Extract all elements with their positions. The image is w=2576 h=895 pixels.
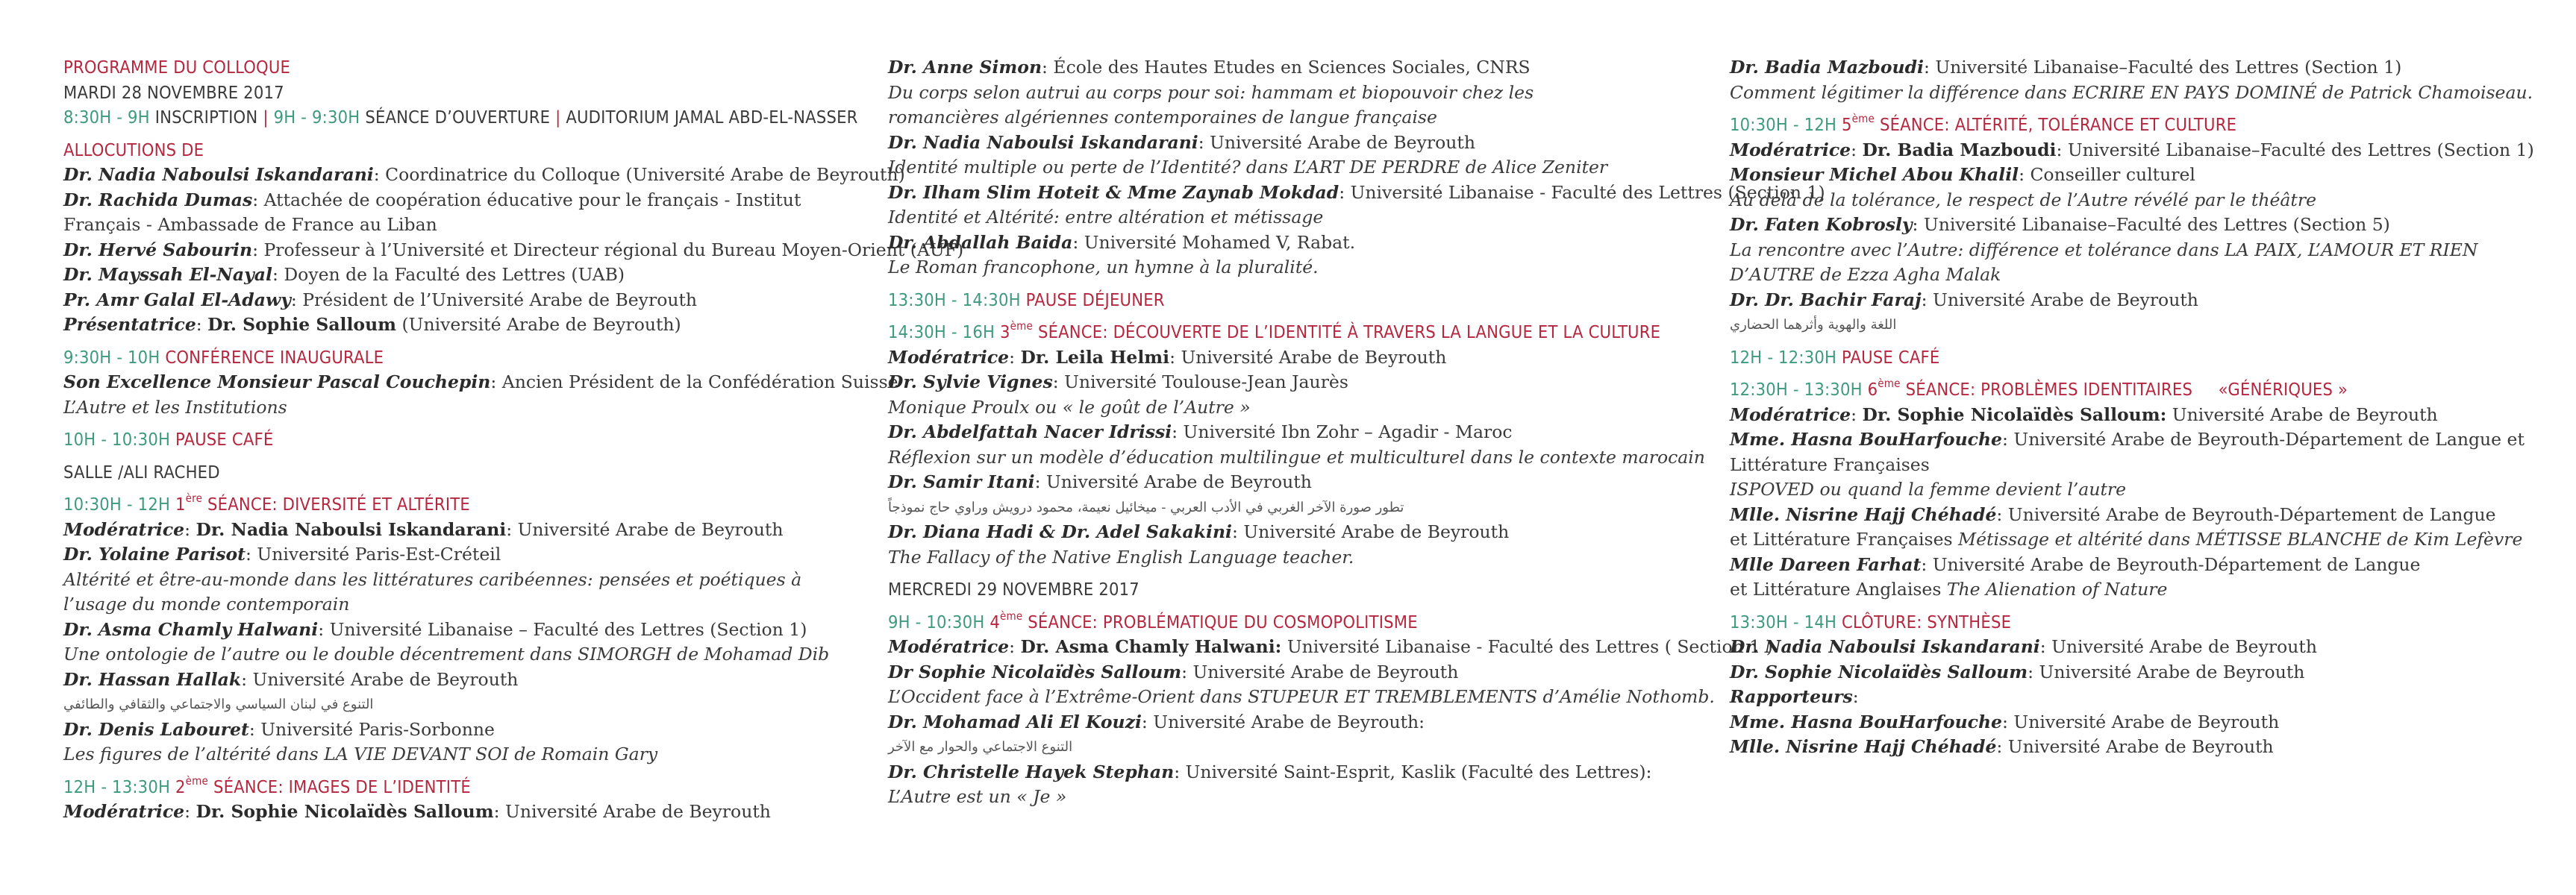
allocutions-title: ALLOCUTIONS DE <box>63 139 204 160</box>
opening-label: SÉANCE D’OUVERTURE <box>365 107 551 128</box>
moderator-line: Modératrice: Dr. Leila Helmi: Université Arabe de Beyrouth <box>888 346 1447 368</box>
speaker-line: Dr. Diana Hadi & Dr. Adel Sakakini: Université Arabe de Beyrouth <box>888 521 1510 542</box>
speaker-line: Dr. Samir Itani: Université Arabe de Beyrouth <box>888 471 1312 492</box>
talk-title: Le Roman francophone, un hymne à la pluralité. <box>888 257 1319 277</box>
session-5-heading: 10:30H - 12H 5ème SÉANCE: ALTÉRITÉ, TOLÉRANCE ET CULTURE <box>1730 112 2237 135</box>
talk-title: Altérité et être-au-monde dans les littératures caribéennes: pensées et poétiques à l’usage du monde contemporain <box>63 568 802 615</box>
speaker-name: Dr. Hervé Sabourin <box>63 239 253 260</box>
speaker-line: Dr. Yolaine Parisot: Université Paris-Est-Créteil <box>63 544 501 565</box>
opening-venue: AUDITORIUM JAMAL ABD-EL-NASSER <box>566 107 858 128</box>
speaker-desc: : Doyen de la Faculté des Lettres (UAB) <box>272 264 625 285</box>
pause-cafe-1: 10H - 10:30H PAUSE CAFÉ <box>63 429 274 450</box>
session-1-heading: 10:30H - 12H 1ère SÉANCE: DIVERSITÉ ET ALTÉRITE <box>63 492 470 515</box>
pause-dejeuner: 13:30H - 14:30H PAUSE DÉJEUNER <box>888 289 1165 310</box>
allocution-item <box>63 188 832 238</box>
allocution-item <box>63 163 905 188</box>
presentatrice-line: Présentatrice: Dr. Sophie Salloum (Université Arabe de Beyrouth) <box>63 314 681 335</box>
talk-title: Réflexion sur un modèle d’éducation multilingue et multiculturel dans le contexte marocain <box>888 446 1705 468</box>
talk-title: Identité multiple ou perte de l’Identité? dans L’ART DE PERDRE de Alice Zeniter <box>888 157 1608 178</box>
speaker-line: Dr. Abdallah Baida: Université Mohamed V, Rabat. <box>888 231 1356 253</box>
speaker-line: Dr. Ilham Slim Hoteit & Mme Zaynab Mokdad: Université Libanaise - Faculté des Lettres (Section 1) <box>888 181 1825 203</box>
allocution-item <box>63 263 854 288</box>
speaker-line-cont: et Littérature Anglaises The Alienation of Nature <box>1730 579 2168 600</box>
speaker-name: Pr. Amr Galal El-Adawy <box>63 289 291 310</box>
speaker-line: Dr. Denis Labouret: Université Paris-Sorbonne <box>63 718 495 740</box>
conference-talk: L’Autre et les Institutions <box>63 396 287 418</box>
speaker-desc: : Coordinatrice du Colloque (Université Arabe de Beyrouth) <box>373 164 905 185</box>
speaker-line: Dr. Christelle Hayek Stephan: Université Saint-Esprit, Kaslik (Faculté des Lettres): <box>888 761 1652 782</box>
speaker-line: Dr. Abdelfattah Nacer Idrissi: Université Ibn Zohr – Agadir - Maroc <box>888 421 1513 442</box>
talk-title-arabic: اللغة والهوية وأثرهما الحضاري <box>1730 317 1897 333</box>
date-day-1: MARDI 28 NOVEMBRE 2017 <box>63 81 284 103</box>
speaker-line: Dr. Hassan Hallak: Université Arabe de Beyrouth <box>63 668 519 690</box>
speaker-name: Dr. Rachida Dumas <box>63 189 253 210</box>
speaker-line: Dr. Dr. Bachir Faraj: Université Arabe de Beyrouth <box>1730 289 2198 310</box>
allocution-item <box>63 238 964 263</box>
talk-title-arabic: التنوع الاجتماعي والحوار مع الآخر <box>888 739 1073 755</box>
closing-heading: 13:30H - 14H CLÔTURE: SYNTHÈSE <box>1730 611 2012 632</box>
speaker-line: Dr. Sophie Nicolaïdès Salloum: Université Arabe de Beyrouth <box>1730 661 2305 682</box>
speaker-line: Dr. Anne Simon: École des Hautes Etudes en Sciences Sociales, CNRS <box>888 57 1531 78</box>
speaker-line: Dr. Mohamad Ali El Kouzi: Université Arabe de Beyrouth: <box>888 711 1425 732</box>
talk-title: Comment légitimer la différence dans ECRIRE EN PAYS DOMINÉ de Patrick Chamoiseau. <box>1730 81 2533 103</box>
speaker-line: Dr. Asma Chamly Halwani: Université Libanaise – Faculté des Lettres (Section 1) <box>63 618 807 640</box>
speaker-desc: : Attachée de coopération éducative pour le français - Institut Français - Ambassade de France au Liban <box>63 189 801 235</box>
talk-title: Du corps selon autrui au corps pour soi: hammam et biopouvoir chez les romancières algériennes contemporaines de langue française <box>888 81 1534 128</box>
speaker-line: Dr. Nadia Naboulsi Iskandarani: Université Arabe de Beyrouth <box>888 131 1475 153</box>
speaker-line: Dr. Faten Kobrosly: Université Libanaise–Faculté des Lettres (Section 5) <box>1730 214 2390 235</box>
moderator-line: Modératrice: Dr. Nadia Naboulsi Iskandarani: Université Arabe de Beyrouth <box>63 518 784 540</box>
conference-speaker: Son Excellence Monsieur Pascal Couchepin: Ancien Président de la Confédération Suisse <box>63 371 898 392</box>
speaker-line: Dr. Nadia Naboulsi Iskandarani: Université Arabe de Beyrouth <box>1730 636 2317 657</box>
registration-time: 8:30H - 9H <box>63 107 150 128</box>
speaker-line: Dr. Badia Mazboudi: Université Libanaise–Faculté des Lettres (Section 1) <box>1730 57 2402 78</box>
opening-line <box>63 105 858 131</box>
speaker-line: Mlle. Nisrine Hajj Chéhadé: Université Arabe de Beyrouth <box>1730 736 2274 757</box>
talk-title: L’Occident face à l’Extrême-Orient dans STUPEUR ET TREMBLEMENTS d’Amélie Nothomb. <box>888 686 1715 707</box>
speaker-line: Mme. Hasna BouHarfouche: Université Arabe de Beyrouth <box>1730 711 2280 732</box>
speaker-line: Dr. Sylvie Vignes: Université Toulouse-Jean Jaurès <box>888 371 1348 392</box>
programme-title: PROGRAMME DU COLLOQUE <box>63 57 291 78</box>
talk-title: ISPOVED ou quand la femme devient l’autre <box>1730 479 2127 500</box>
talk-title: Une ontologie de l’autre ou le double décentrement dans SIMORGH de Mohamad Dib <box>63 644 830 665</box>
moderator-line: Modératrice: Dr. Sophie Nicolaïdès Salloum: Université Arabe de Beyrouth <box>63 801 771 822</box>
speaker-desc: : Professeur à l’Université et Directeur régional du Bureau Moyen-Orient (AUF) <box>252 239 964 260</box>
column-1 <box>63 55 964 825</box>
salle-label: SALLE /ALI RACHED <box>63 461 220 483</box>
registration-label: INSCRIPTION <box>154 107 258 128</box>
talk-title: Identité et Altérité: entre altération et métissage <box>888 207 1324 227</box>
session-4-heading: 9H - 10:30H 4ème SÉANCE: PROBLÉMATIQUE DU COSMOPOLITISME <box>888 609 1418 632</box>
talk-title: L’Autre est un « Je » <box>888 786 1067 807</box>
moderator-line: Modératrice: Dr. Asma Chamly Halwani: Université Libanaise - Faculté des Lettres ( Section 1 ) <box>888 636 1773 657</box>
talk-title: Au delà de la tolérance, le respect de l’Autre révélé par le théâtre <box>1730 189 2316 210</box>
rapporteurs-label: Rapporteurs: <box>1730 686 1859 707</box>
moderator-line: Modératrice: Dr. Sophie Nicolaïdès Salloum: Université Arabe de Beyrouth <box>1730 403 2438 425</box>
talk-title: La rencontre avec l’Autre: différence et tolérance dans LA PAIX, L’AMOUR ET RIEN D’AUTRE de Ezza Agha Malak <box>1730 239 2478 285</box>
date-day-2: MERCREDI 29 NOVEMBRE 2017 <box>888 579 1139 600</box>
speaker-line: Mme. Hasna BouHarfouche: Université Arabe de Beyrouth-Département de Langue et Littérature Françaises <box>1730 429 2525 475</box>
pause-cafe-2: 12H - 12:30H PAUSE CAFÉ <box>1730 346 1940 368</box>
session-2-heading: 12H - 13:30H 2ème SÉANCE: IMAGES DE L’IDENTITÉ <box>63 773 471 797</box>
talk-title-arabic: تطور صورة الآخر الغربي في الأدب العربي - ميخائيل نعيمة، محمود درويش وراوي حاج نموذجاً <box>888 499 1404 515</box>
speaker-name: Dr. Nadia Naboulsi Iskandarani <box>63 164 374 185</box>
separator: | <box>555 107 561 128</box>
conference-heading: 9:30H - 10H CONFÉRENCE INAUGURALE <box>63 346 384 368</box>
talk-title: Les figures de l’altérité dans LA VIE DEVANT SOI de Romain Gary <box>63 744 658 764</box>
speaker-line: Mlle. Nisrine Hajj Chéhadé: Université Arabe de Beyrouth-Département de Langue <box>1730 503 2496 525</box>
session-6-heading: 12:30H - 13:30H 6ème SÉANCE: PROBLÈMES IDENTITAIRES «GÉNÉRIQUES » <box>1730 377 2348 400</box>
opening-time: 9H - 9:30H <box>273 107 360 128</box>
moderator-line: Modératrice: Dr. Badia Mazboudi: Université Libanaise–Faculté des Lettres (Section 1) <box>1730 139 2534 160</box>
talk-title-arabic: التنوع في لبنان السياسي والاجتماعي والثقافي والطائفي <box>63 697 374 712</box>
presentatrice-name: Dr. Sophie Salloum <box>207 314 397 335</box>
speaker-line: Mlle Dareen Farhat: Université Arabe de Beyrouth-Département de Langue <box>1730 553 2421 575</box>
speaker-line: Dr Sophie Nicolaïdès Salloum: Université Arabe de Beyrouth <box>888 661 1459 682</box>
session-3-heading: 14:30H - 16H 3ème SÉANCE: DÉCOUVERTE DE L’IDENTITÉ À TRAVERS LA LANGUE ET LA CULTURE <box>888 319 1661 342</box>
talk-title: Monique Proulx ou « le goût de l’Autre » <box>888 396 1251 418</box>
speaker-line: Monsieur Michel Abou Khalil: Conseiller culturel <box>1730 164 2195 185</box>
separator: | <box>263 107 269 128</box>
speaker-desc: : Président de l’Université Arabe de Beyrouth <box>290 289 698 310</box>
speaker-line-cont: et Littérature Françaises Métissage et altérité dans MÉTISSE BLANCHE de Kim Lefèvre <box>1730 529 2523 550</box>
allocution-item <box>63 288 854 313</box>
talk-title: The Fallacy of the Native English Language teacher. <box>888 546 1354 568</box>
column-3 <box>1730 55 2543 760</box>
speaker-name: Dr. Mayssah El-Nayal <box>63 264 272 285</box>
